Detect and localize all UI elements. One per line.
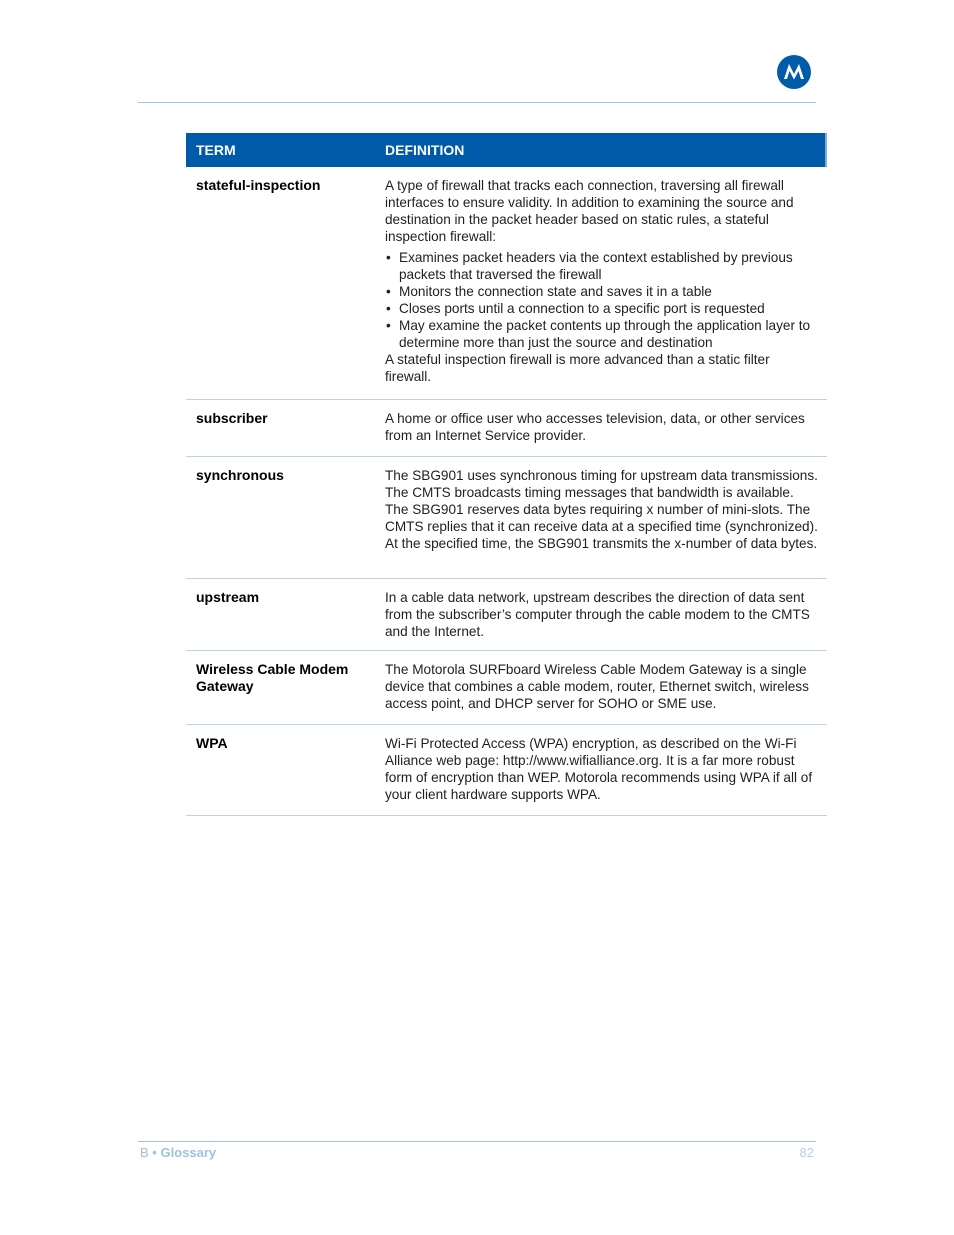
definition-text-after: A stateful inspection firewall is more advanced than a static filter firewall.: [385, 352, 770, 384]
glossary-table: [186, 133, 827, 816]
bullet-item: • Monitors the connection state and saves it in a table: [399, 283, 819, 300]
table-row: [186, 400, 827, 457]
footer-section-title: Glossary: [160, 1145, 217, 1160]
bullet-item: • Closes ports until a connection to a specific port is requested: [399, 300, 819, 317]
table-row: [186, 167, 827, 400]
motorola-logo-icon: [777, 55, 811, 89]
term-cell: subscriber: [196, 410, 268, 426]
footer-section-label: [140, 1145, 216, 1160]
table-row: [186, 579, 827, 651]
term-cell: stateful-inspection: [196, 177, 321, 193]
table-row: [186, 457, 827, 579]
definition-text: A type of firewall that tracks each connection, traversing all firewall interfaces to ensure validity. In addition to examining the source and destination in the packet header based on static rules, a stateful inspection firewall:: [385, 178, 794, 244]
definition-cell: The Motorola SURFboard Wireless Cable Modem Gateway is a single device that combines a cable modem, router, Ethernet switch, wireless access point, and DHCP server for SOHO or SME use.: [385, 662, 809, 711]
footer-section-letter: B: [140, 1145, 149, 1160]
bullet-item: • Examines packet headers via the context established by previous packets that traversed the firewall: [399, 249, 819, 283]
footer-separator: •: [152, 1145, 157, 1160]
definition-cell: In a cable data network, upstream describes the direction of data sent from the subscriber’s computer through the cable modem to the CMTS and the Internet.: [385, 590, 810, 639]
definition-cell: Wi-Fi Protected Access (WPA) encryption, as described on the Wi-Fi Alliance web page: http://www.wifialliance.org. It is a far more robust form of encryption than WEP. Motorola recommends using WPA if all of your client hardware supports WPA.: [385, 736, 813, 802]
term-cell: WPA: [196, 735, 228, 751]
page-number: 82: [799, 1145, 814, 1160]
term-cell: upstream: [196, 589, 260, 605]
definition-cell: A home or office user who accesses television, data, or other services from an Internet Service provider.: [385, 411, 805, 443]
definition-cell: [375, 167, 827, 399]
bullet-item: • May examine the packet contents up through the application layer to determine more than just the source and destination: [399, 317, 819, 351]
definition-column-header: DEFINITION: [385, 142, 465, 158]
term-cell: synchronous: [196, 467, 284, 483]
definition-cell: The SBG901 uses synchronous timing for upstream data transmissions. The CMTS broadcasts timing messages that bandwidth is available. The SBG901 reserves data bytes requiring x number of mini-slots. The CMTS replies that it can receive data at a specified time (synchronized). At the specified time, the SBG901 transmits the x-number of data bytes.: [385, 468, 818, 551]
table-row: [186, 651, 827, 725]
term-cell: Wireless Cable Modem Gateway: [196, 661, 349, 694]
table-row: [186, 725, 827, 816]
header-rule: [138, 102, 816, 103]
term-column-header: TERM: [196, 142, 236, 158]
table-header: [186, 133, 827, 167]
footer-rule: [138, 1141, 816, 1142]
definition-bullet-list: [385, 249, 819, 351]
